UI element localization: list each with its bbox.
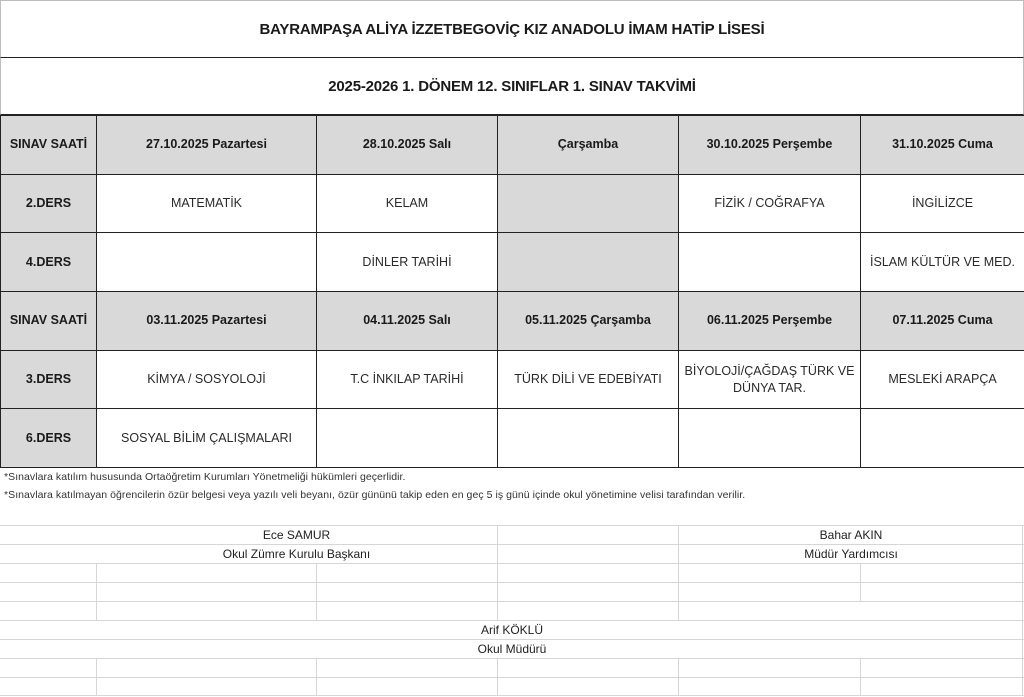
exam-cell: BİYOLOJİ/ÇAĞDAŞ TÜRK VE DÜNYA TAR. — [679, 350, 861, 409]
day-header: 31.10.2025 Cuma — [861, 116, 1024, 175]
grid-line — [0, 695, 1024, 696]
grid-line — [860, 563, 861, 601]
exam-cell: MESLEKİ ARAPÇA — [861, 350, 1024, 409]
signature-center-name: Arif KÖKLÜ — [480, 623, 543, 637]
grid-line — [497, 525, 498, 620]
exam-cell: MATEMATİK — [97, 174, 317, 233]
exam-cell — [679, 409, 861, 468]
exam-cell — [679, 233, 861, 292]
day-header: 30.10.2025 Perşembe — [679, 116, 861, 175]
table-row — [1, 174, 1024, 233]
grid-line — [0, 677, 1024, 678]
grid-line — [0, 639, 1024, 640]
week1-header-row — [1, 116, 1024, 175]
grid-line — [316, 563, 317, 620]
slot-header: SINAV SAATİ — [1, 292, 97, 351]
signature-left-name: Ece SAMUR — [262, 528, 331, 542]
signature-right-name: Bahar AKIN — [819, 528, 883, 542]
day-header: Çarşamba — [498, 116, 679, 175]
grid-line — [0, 582, 1024, 583]
school-name-title — [0, 0, 1024, 58]
exam-cell — [97, 233, 317, 292]
grid-line — [96, 658, 97, 696]
day-header: 27.10.2025 Pazartesi — [97, 116, 317, 175]
table-row — [1, 233, 1024, 292]
day-header: 06.11.2025 Perşembe — [679, 292, 861, 351]
grid-line — [0, 658, 1024, 659]
exam-cell-empty — [498, 233, 679, 292]
exam-cell — [317, 409, 498, 468]
grid-line — [0, 620, 1024, 621]
note-excuse: *Sınavlara katılmayan öğrencilerin özür belgesi veya yazılı veli beyanı, özür gününü takip eden en geç 5 iş günü içinde okul yönetimine velisi tarafından verilir. — [4, 489, 746, 501]
note-regulation: *Sınavlara katılım hususunda Ortaöğretim Kurumları Yönetmeliği hükümleri geçerlidir. — [4, 471, 406, 483]
exam-cell: KİMYA / SOSYOLOJİ — [97, 350, 317, 409]
exam-cell — [498, 409, 679, 468]
exam-cell-empty — [498, 174, 679, 233]
day-header: 28.10.2025 Salı — [317, 116, 498, 175]
grid-line — [497, 658, 498, 696]
grid-line — [0, 525, 1024, 526]
schedule-title: 2025-2026 1. DÖNEM 12. SINIFLAR 1. SINAV TAKVİMİ — [328, 77, 696, 95]
grid-line — [316, 658, 317, 696]
signature-center-role: Okul Müdürü — [477, 642, 547, 656]
exam-cell: İSLAM KÜLTÜR VE MED. — [861, 233, 1024, 292]
exam-cell: İNGİLİZCE — [861, 174, 1024, 233]
table-row — [1, 350, 1024, 409]
grid-line — [678, 658, 679, 696]
slot-label: 3.DERS — [1, 350, 97, 409]
signature-left-role: Okul Zümre Kurulu Başkanı — [222, 547, 371, 561]
week2-header-row — [1, 292, 1024, 351]
grid-line — [0, 601, 1024, 602]
exam-cell — [861, 409, 1024, 468]
exam-cell: DİNLER TARİHİ — [317, 233, 498, 292]
day-header: 05.11.2025 Çarşamba — [498, 292, 679, 351]
exam-schedule-table — [0, 115, 1024, 468]
exam-cell: SOSYAL BİLİM ÇALIŞMALARI — [97, 409, 317, 468]
slot-label: 2.DERS — [1, 174, 97, 233]
day-header: 07.11.2025 Cuma — [861, 292, 1024, 351]
slot-label: 4.DERS — [1, 233, 97, 292]
signature-right-role: Müdür Yardımcısı — [804, 547, 898, 561]
grid-line — [0, 563, 1024, 564]
grid-line — [0, 544, 1024, 545]
day-header: 03.11.2025 Pazartesi — [97, 292, 317, 351]
schedule-title-box — [0, 58, 1024, 115]
exam-cell: KELAM — [317, 174, 498, 233]
grid-line — [860, 658, 861, 696]
slot-header: SINAV SAATİ — [1, 116, 97, 175]
exam-cell: FİZİK / COĞRAFYA — [679, 174, 861, 233]
table-row — [1, 409, 1024, 468]
school-name: BAYRAMPAŞA ALİYA İZZETBEGOVİÇ KIZ ANADOLU İMAM HATİP LİSESİ — [259, 20, 765, 38]
exam-cell: TÜRK DİLİ VE EDEBİYATI — [498, 350, 679, 409]
slot-label: 6.DERS — [1, 409, 97, 468]
day-header: 04.11.2025 Salı — [317, 292, 498, 351]
exam-cell: T.C İNKILAP TARİHİ — [317, 350, 498, 409]
grid-line — [96, 563, 97, 620]
